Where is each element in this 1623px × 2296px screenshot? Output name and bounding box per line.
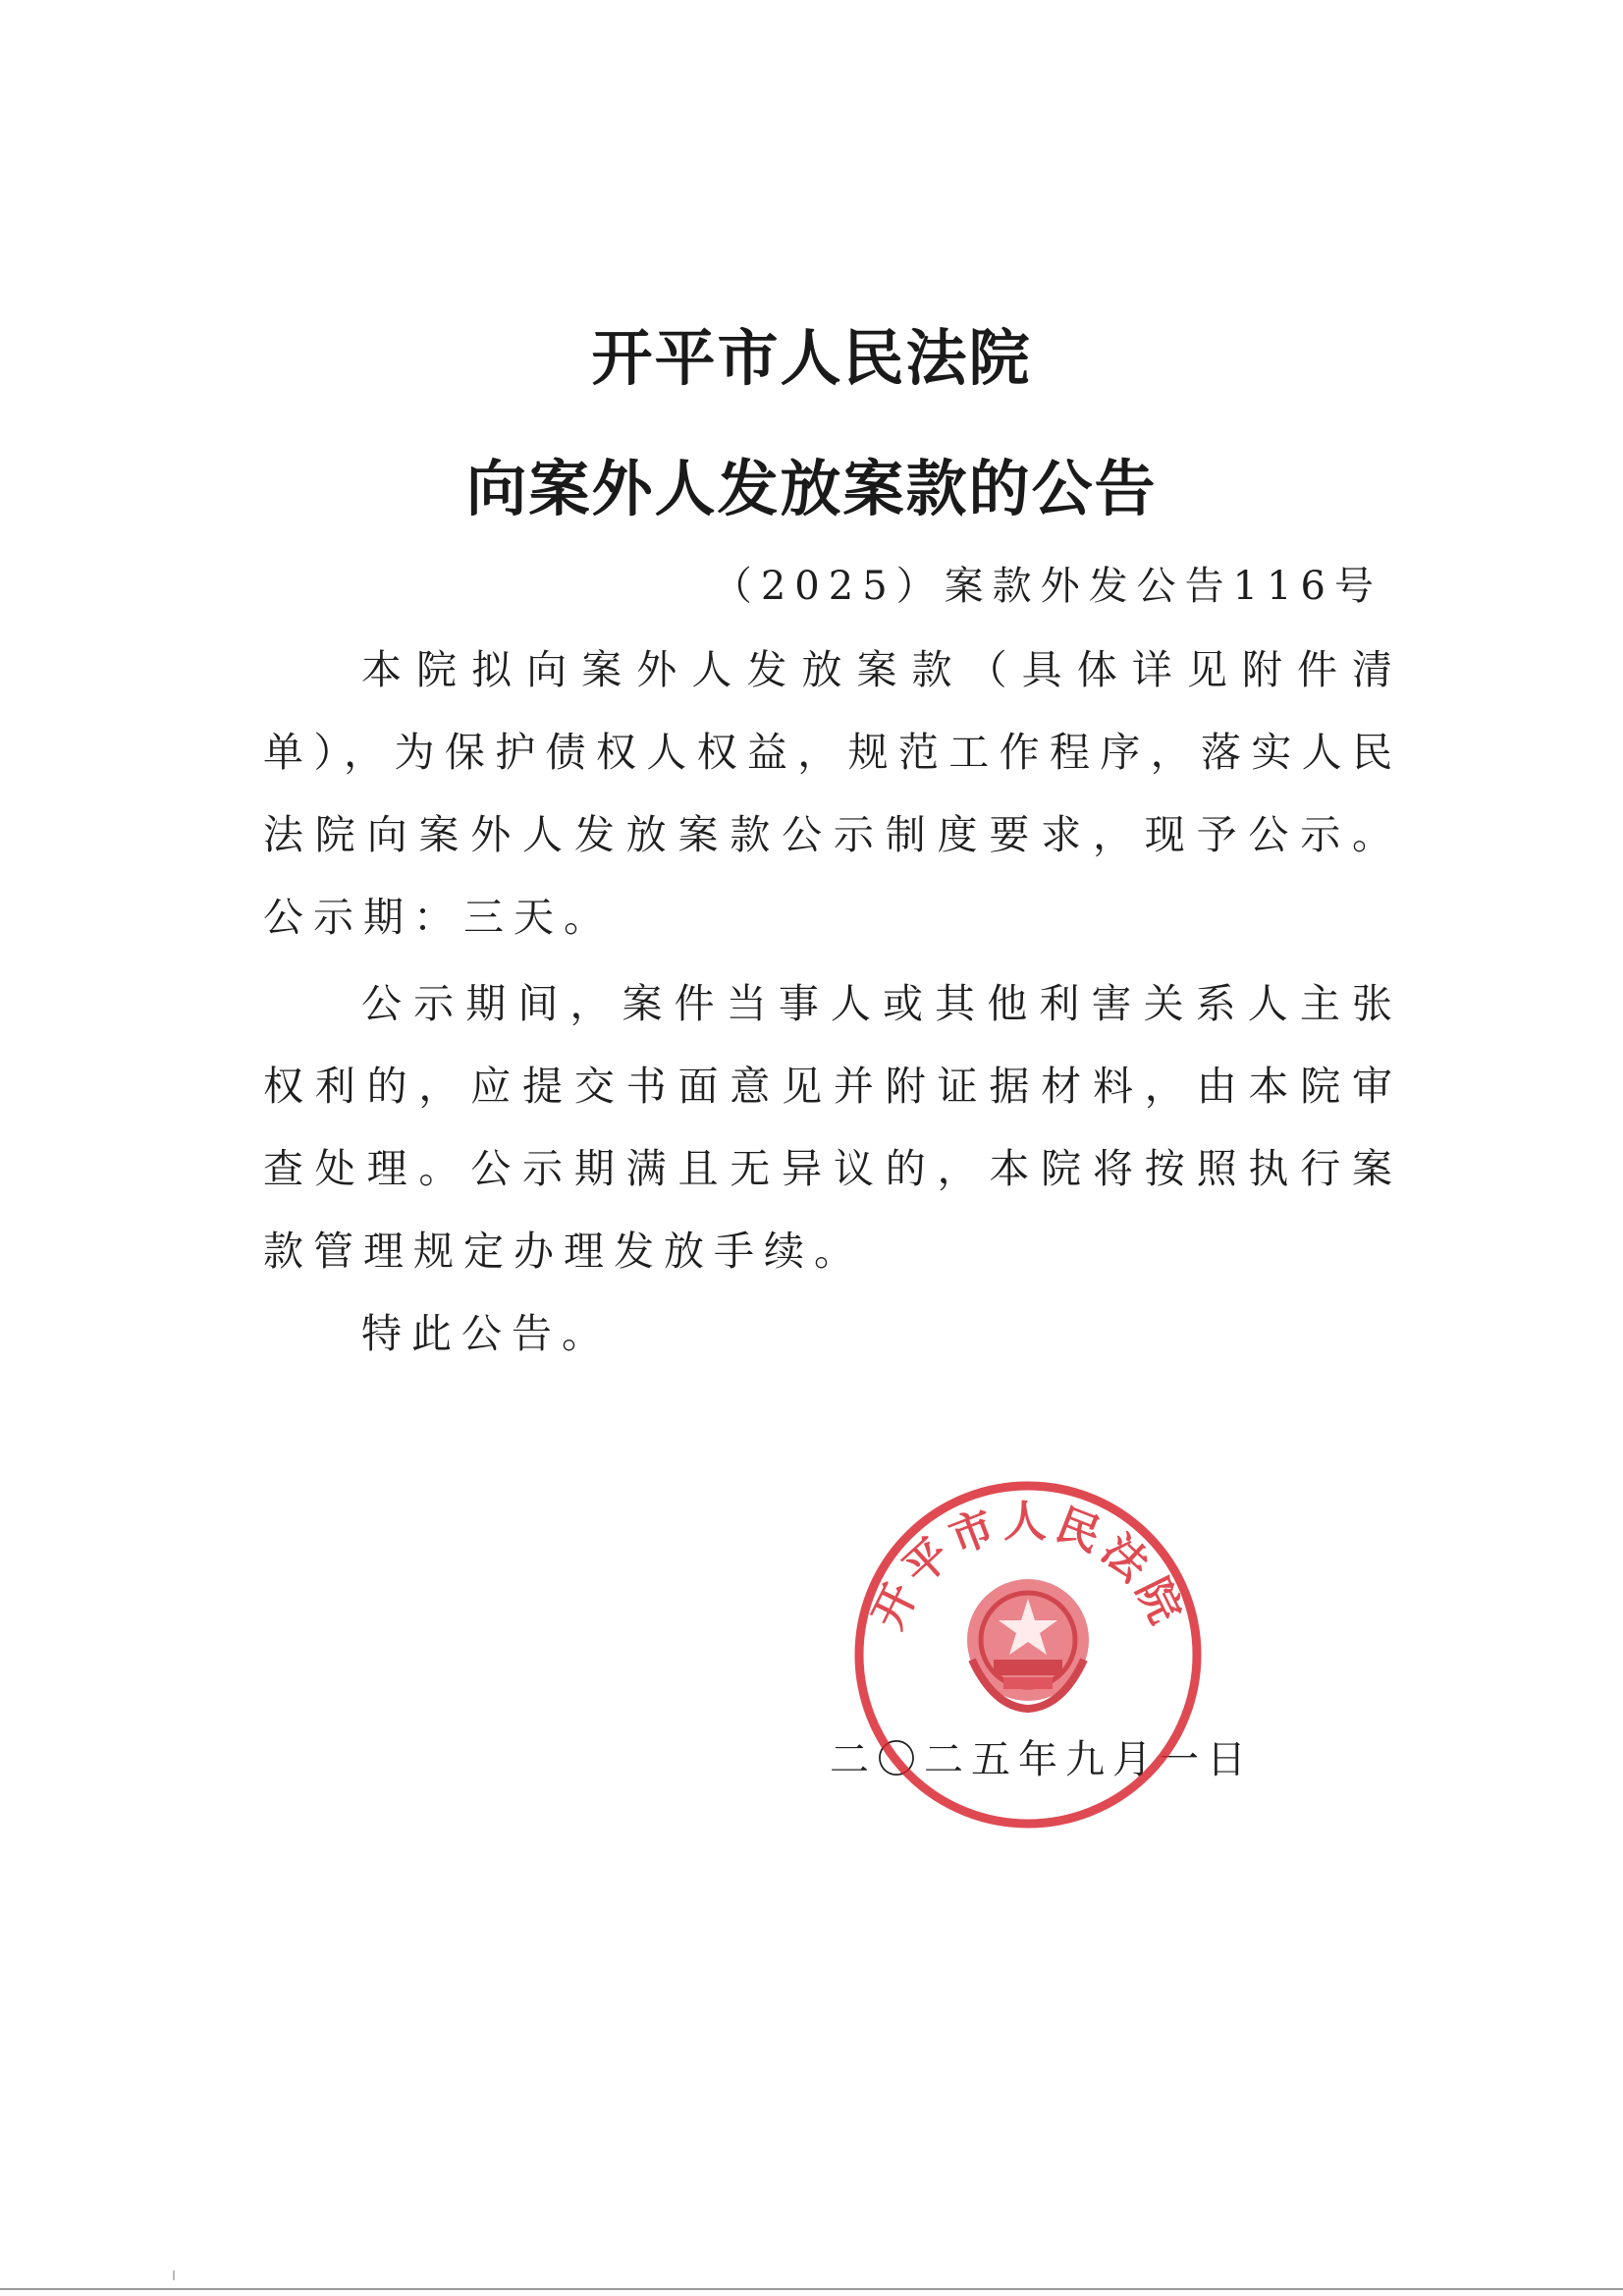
document-date: 二〇二五年九月一日 [830,1737,1254,1782]
national-emblem-icon [967,1579,1089,1709]
paragraph-intro: 本院拟向案外人发放案款（具体详见附件清单），为保护债权人权益，规范工作程序，落实人民法院向案外人发放案款公示制度要求，现予公示。公示期：三天。 [263,646,1402,941]
scan-bottom-edge [0,2288,1623,2290]
paragraph-closing: 特此公告。 [361,1310,612,1357]
document-number: （2025）案款外发公告116号 [712,564,1382,609]
court-seal [846,1473,1210,1836]
document-title-court: 开平市人民法院 [591,322,1032,394]
paragraph-objection: 公示期间，案件当事人或其他利害关系人主张权利的，应提交书面意见并附证据材料，由本院审查处理。公示期满且无异议的，本院将按照执行案款管理规定办理发放手续。 [263,980,1402,1275]
seal-text: 开平市人民法院 [863,1497,1193,1637]
scan-artifact [173,2270,175,2280]
document-title-notice: 向案外人发放案款的公告 [465,453,1158,524]
